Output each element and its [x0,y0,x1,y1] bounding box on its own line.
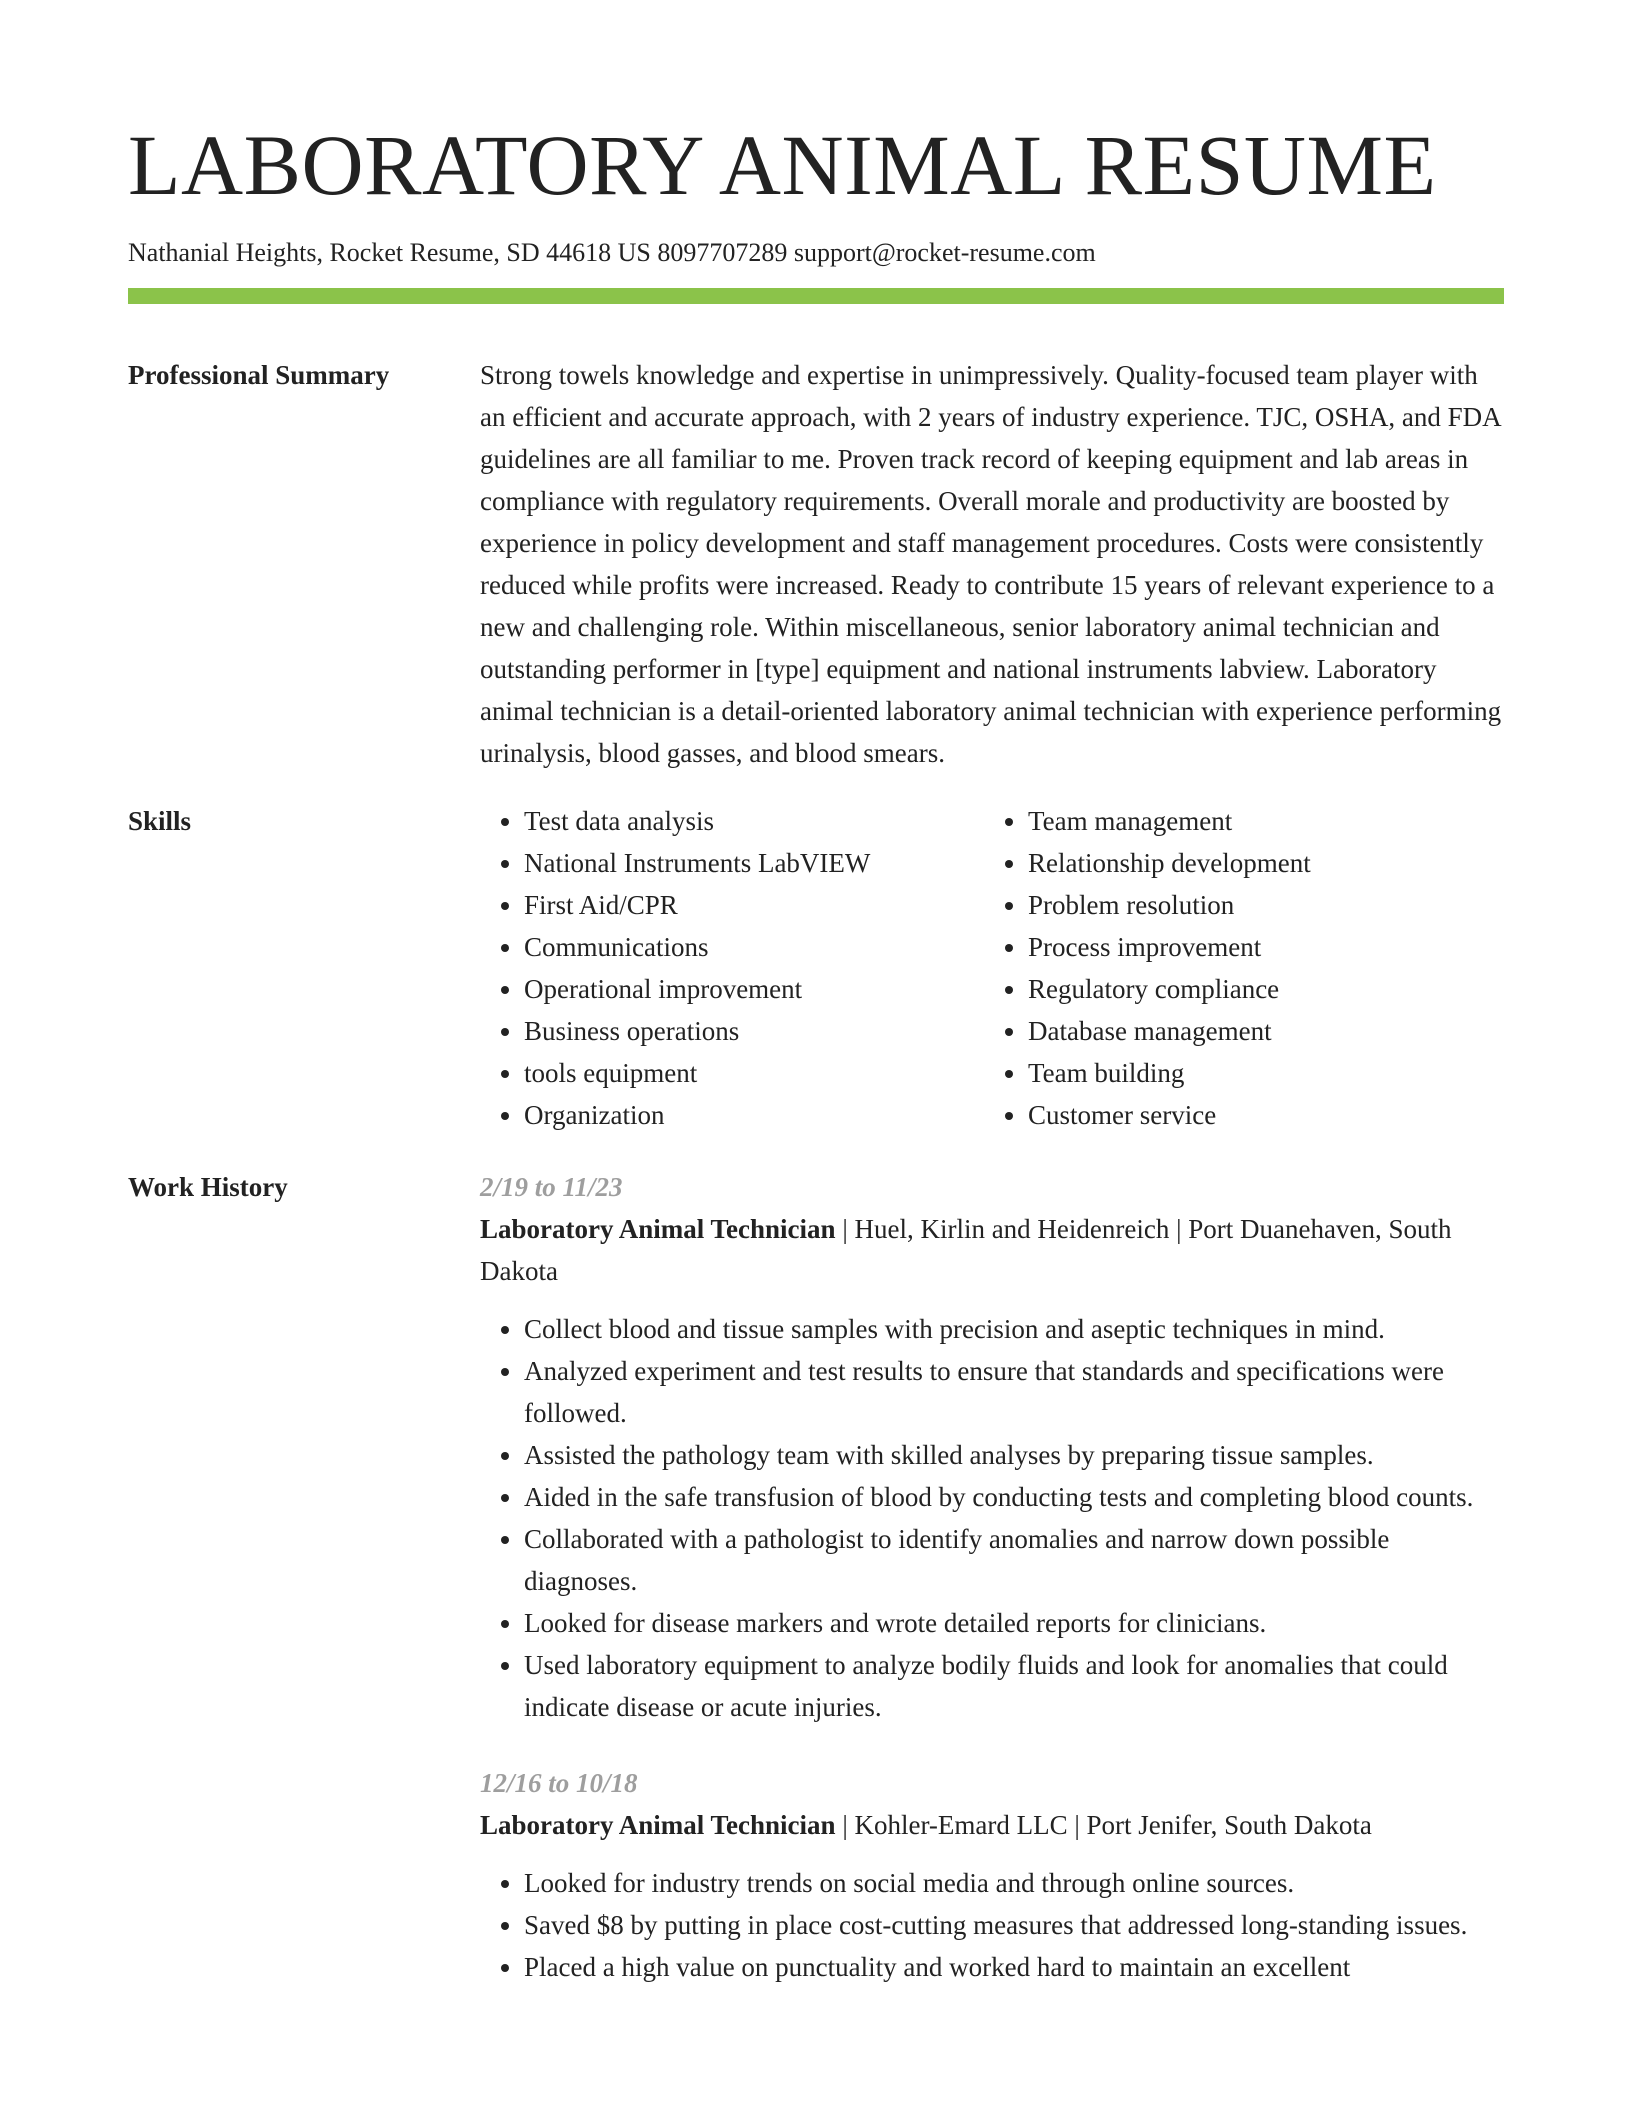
skill-item: • Communications [524,926,984,968]
job-title: Laboratory Animal Technician [480,1810,836,1840]
skill-item: • Business operations [524,1010,984,1052]
job-bullet: • Collaborated with a pathologist to identify anomalies and narrow down possible diagnoses. [524,1518,1504,1602]
skills-section [128,800,1504,1136]
job-details: | Huel, Kirlin and Heidenreich | Port Duanehaven, South Dakota [480,1214,1452,1286]
job-bullet: • Assisted the pathology team with skilled analyses by preparing tissue samples. [524,1434,1504,1476]
skill-item: • Team management [1028,800,1488,842]
skill-item: • tools equipment [524,1052,984,1094]
resume-title: LABORATORY ANIMAL RESUME [128,117,1437,213]
skill-item: • Operational improvement [524,968,984,1010]
job-bullet: • Looked for industry trends on social media and through online sources. [524,1862,1504,1904]
work-body [480,1166,1504,1988]
job-entry [480,1762,1504,1988]
skill-item: • Database management [1028,1010,1488,1052]
work-history-section [128,1166,1504,1988]
skill-item: • National Instruments LabVIEW [524,842,984,884]
job-dates: 2/19 to 11/23 [480,1172,623,1202]
job-entry [480,1166,1504,1728]
job-bullet: • Saved $8 by putting in place cost-cutting measures that addressed long-standing issues. [524,1904,1504,1946]
professional-summary-section [128,354,1504,774]
skill-item: • Problem resolution [1028,884,1488,926]
job-bullet-list [480,1308,1504,1728]
resume-page [128,110,1504,1988]
section-label-summary: Professional Summary [128,360,390,390]
header-divider [128,288,1504,304]
skill-item: • Relationship development [1028,842,1488,884]
summary-body [480,354,1504,774]
skill-item: • Team building [1028,1052,1488,1094]
skill-item: • Process improvement [1028,926,1488,968]
job-bullet: • Used laboratory equipment to analyze bodily fluids and look for anomalies that could indicate disease or acute injuries. [524,1644,1504,1728]
job-heading [480,1208,1504,1292]
summary-text: Strong towels knowledge and expertise in unimpressively. Quality-focused team player with an efficient and accurate approach, with 2 years of industry experience. TJC, OSHA, and FDA guidelines are all familiar to me. Proven track record of keeping equipment and lab areas in compliance with regulatory requirements. Overall morale and productivity are boosted by experience in policy development and staff management procedures. Costs were consistently reduced while profits were increased. Ready to contribute 15 years of relevant experience to a new and challenging role. Within miscellaneous, senior laboratory animal technician and outstanding performer in [type] equipment and national instruments labview. Laboratory animal technician is a detail-oriented laboratory animal technician with experience performing urinalysis, blood gasses, and blood smears. [480,360,1502,768]
job-dates: 12/16 to 10/18 [480,1768,638,1798]
section-label-work: Work History [128,1172,288,1202]
job-bullet: • Collect blood and tissue samples with precision and aseptic techniques in mind. [524,1308,1504,1350]
job-title: Laboratory Animal Technician [480,1214,836,1244]
skill-item: • Test data analysis [524,800,984,842]
contact-line: Nathanial Heights, Rocket Resume, SD 44618 US 8097707289 support@rocket-resume.com [128,238,1096,267]
skill-item: • Organization [524,1094,984,1136]
job-bullet-list [480,1862,1504,1988]
section-label-skills: Skills [128,806,192,836]
skills-column-right [984,800,1488,1136]
skills-body [480,800,1504,1136]
job-bullet: • Aided in the safe transfusion of blood by conducting tests and completing blood counts. [524,1476,1504,1518]
skill-item: • Regulatory compliance [1028,968,1488,1010]
skills-column-left [480,800,984,1136]
skill-item: • Customer service [1028,1094,1488,1136]
job-bullet: • Placed a high value on punctuality and worked hard to maintain an excellent [524,1946,1504,1988]
job-heading [480,1804,1504,1846]
job-bullet: • Looked for disease markers and wrote detailed reports for clinicians. [524,1602,1504,1644]
job-bullet: • Analyzed experiment and test results to ensure that standards and specifications were followed. [524,1350,1504,1434]
skill-item: • First Aid/CPR [524,884,984,926]
skills-columns [480,800,1504,1136]
job-details: | Kohler-Emard LLC | Port Jenifer, South Dakota [835,1810,1372,1840]
